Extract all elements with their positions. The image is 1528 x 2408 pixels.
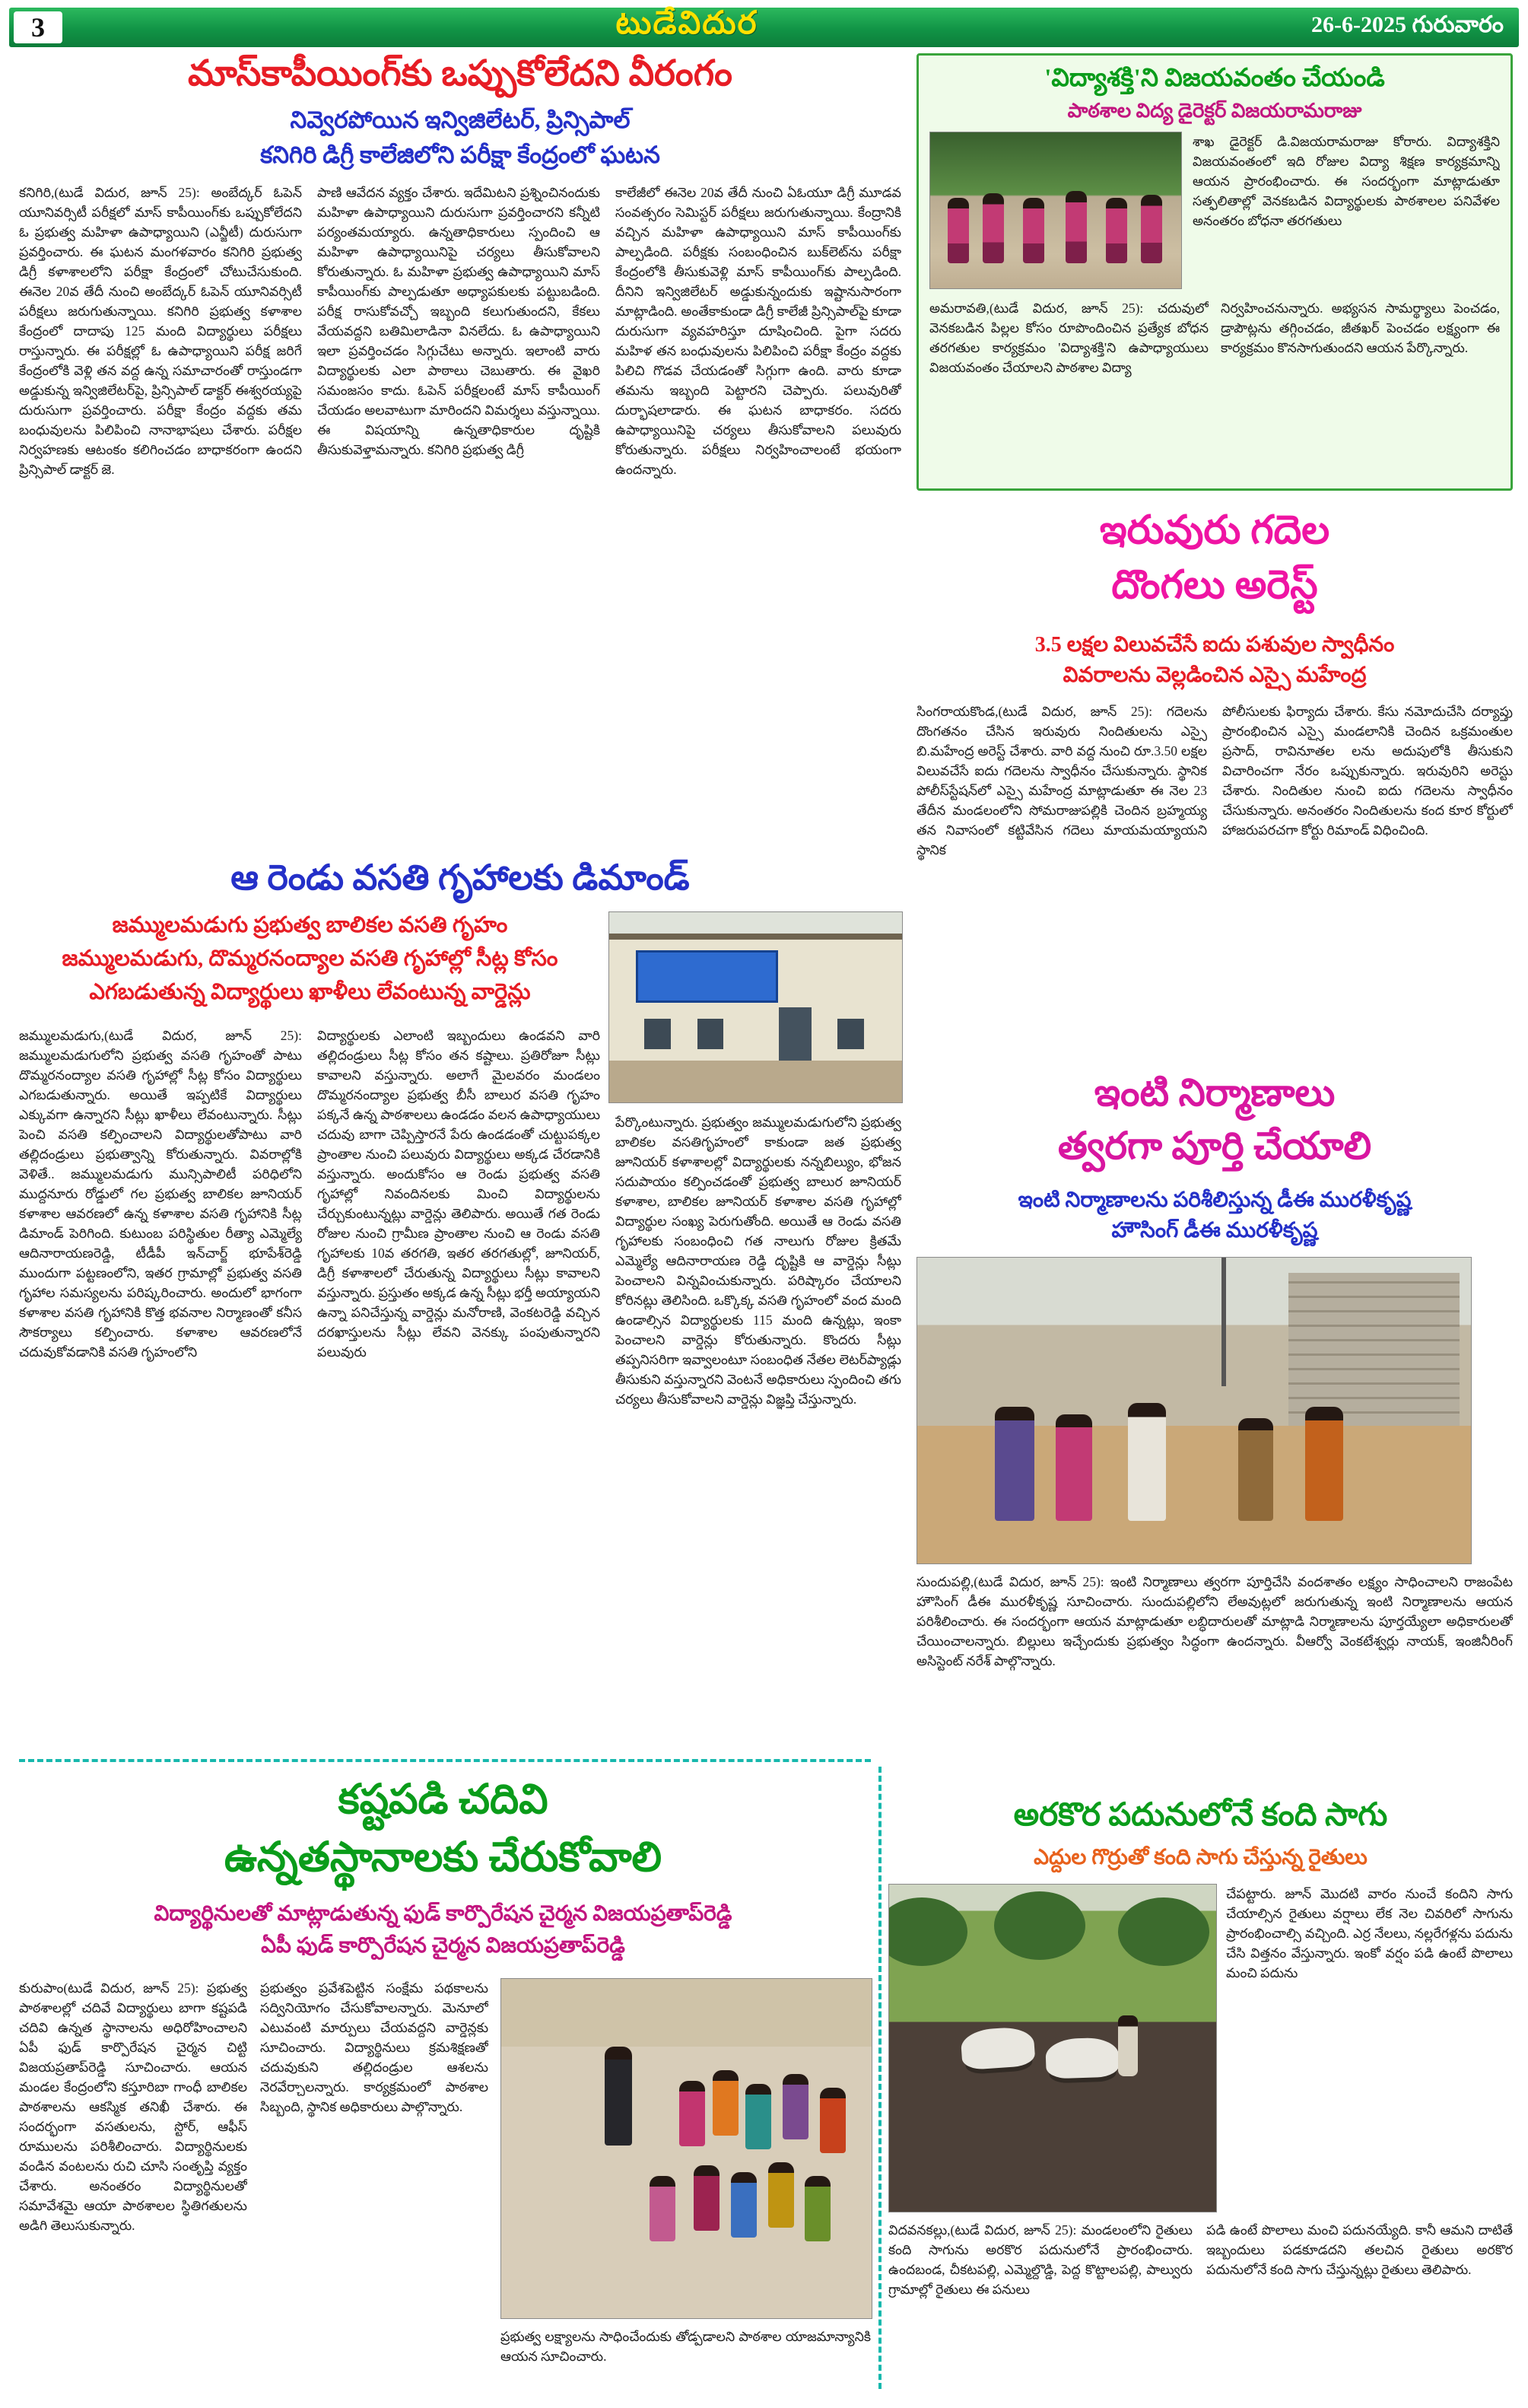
article-masscopy-column-1: కనిగిరి,(టుడే విదుర, జూన్ 25): అంబేద్కర్ ఓపెన్ యూనివర్సిటీ పరీక్షలో మాస్ కాపీయింగ్‌కు ఒప్పుకోలేదని ఓ ప్రభుత్వ మహిళా ఉపాధ్యాయిని (ఎన్జీటీ) దురుసుగా ప్రవర్తించారు. ఈ ఘటన మంగళవారం కనిగిరి ప్రభుత్వ డిగ్రీ కళాశాలలోని పరీక్షా కేంద్రంలో చోటుచేసుకుంది. ఈనెల 20వ తేదీ నుంచి అంబేద్కర్ ఓపెన్ యూనివర్సిటీ పరీక్షలు జరుగుతున్నాయి. కనిగిరి ప్రభుత్వ కళాశాల కేంద్రంలో దాదాపు 125 మంది విద్యార్థులు పరీక్షలు రాస్తున్నారు. ఈ పరీక్షల్లో ఓ ఉపాధ్యాయిని పరీక్ష జరిగే కేంద్రంలోకి వెళ్లి తన వద్ద ఉన్న సమాచారంతో రాస్తుండగా అడ్డుకున్న ఇన్విజిలేటర్‌పై, ప్రిన్సిపాల్ డాక్టర్ ఈశ్వరయ్యపై దురుసుగా ప్రవర్తించారు. పరీక్షా కేంద్రం వద్దకు తమ బంధువులను పిలిపించి నానాభాషలు చేశారు. పరీక్షల నిర్వహణకు ఆటంకం కలిగించడం బాధాకరంగా ఉందని ప్రిన్సిపాల్ డాక్టర్ జె. [19, 185, 302, 477]
article-hostel-subhead-2: జమ్ములమడుగు, దొమ్మరనంద్యాల వసతి గృహాల్లో సీట్ల కోసం [62, 946, 558, 971]
article-housing-body: సుందుపల్లి,(టుడే విదుర, జూన్ 25): ఇంటి నిర్మాణాలు త్వరగా పూర్తిచేసి వందశాతం లక్ష్యం సాధించాలని రాజంపేట హౌసింగ్ డీఈ మురళీకృష్ణ సూచించారు. సుందుపల్లిలోని లేఅవుట్లలో జరుగుతున్న ఇంటి నిర్మాణాలను ఆయన పరిశీలించారు. ఈ సందర్భంగా ఆయన మాట్లాడుతూ లబ్ధిదారులతో మాట్లాడి నిర్మాణాలను పూర్తయ్యేలా అధికారులతో చేయించాలన్నారు. బిల్లులు ఇచ్చేందుకు ప్రభుత్వం సిద్ధంగా ఉందన్నారు. వీఆర్వో వెంకటేశ్వర్లు నాయక్, ఇంజినీరింగ్ అసిస్టెంట్ నరేశ్ పాల్గొన్నారు. [916, 1574, 1513, 1668]
vidyasakti-headline: 'విద్యాశక్తి'ని విజయవంతం చేయండి [1044, 65, 1385, 92]
vidyasakti-column-2: నిర్వహించనున్నారు. అభ్యసన సామర్థ్యాలు పెంచడం, డ్రాపౌట్లను తగ్గించడం, జీతఖర్ పెంచడం లక్ష్యంగా ఈ కార్యక్రమం కొనసాగుతుందని ఆయన పేర్కొన్నారు. [1221, 300, 1500, 355]
article-theft-column-2: పోలీసులకు ఫిర్యాదు చేశారు. కేసు నమోదుచేసి దర్యాప్తు ప్రారంభించిన ఎస్సై మండలానికి చెందిన ఒక్రమంతుల ప్రసాద్, రావినూతల లను అదుపులోకి తీసుకుని విచారించగా నేరం ఒప్పుకున్నారు. ఇరువురిని అరెస్టు చేశారు. నిందితుల నుంచి ఐదు గదెలను స్వాధీనం చేసుకున్నారు. అనంతరం నిందితులను కంద కూర కోర్టులో హాజరుపరచగా కోర్టు రిమాండ్ విధించింది. [1222, 704, 1513, 838]
photo-house-construction [916, 1257, 1472, 1564]
page-number: 3 [14, 11, 62, 43]
article-housing-headline-1: ఇంటి నిర్మాణాలు [1094, 1071, 1336, 1114]
article-study-column-2: ప్రభుత్వం ప్రవేశపెట్టిన సంక్షేమ పథకాలను సద్వినియోగం చేసుకోవాలన్నారు. మెనూలో ఎటువంటి మార్పులు చేయవద్దని వార్డెన్లకు సూచించారు. విద్యార్థినులు క్రమశిక్షణతో చదువుకుని తల్లిదండ్రుల ఆశలను నెరవేర్చాలన్నారు. కార్యక్రమంలో పాఠశాల సిబ్బంది, స్థానిక అధికారులు పాల్గొన్నారు. [260, 1980, 488, 2114]
article-hostel-column-3: పేర్కొంటున్నారు. ప్రభుత్వం జమ్ములమడుగులోని ప్రభుత్వ బాలికల వసతిగృహంలో కాకుండా జత ప్రభుత్వ జూనియర్ కళాశాలల్లో విద్యార్థులకు నన్నబిల్యుం, భోజన సదుపాయం కల్పించడంతో ప్రభుత్వ బాలుర జూనియర్ కళాశాల, బాలికల జూనియర్ కళాశాల వసతి గృహాల్లో విద్యార్థుల సంఖ్య పెరుగుతోంది. అయితే ఆ రెండు వసతి గృహాలకు సంబంధించి గత నాలుగు రోజుల క్రితమే ఎమ్మెల్యే ఆదినారాయణ రెడ్డి దృష్టికి ఆ వార్డెన్లు సీట్లు పెంచాలని విన్నవించుకున్నారు. పరిష్కారం చేయాలని కోరినట్లు తెలిసింది. ఒక్కొక్క వసతి గృహంలో వంద మంది ఉండాల్సిన విద్యార్థులకు 115 మంది ఉన్నట్లు, ఇంకా పెంచాలని వార్డెన్లు కోరుతున్నారు. కొందరు సీట్లు తప్పనిసరిగా ఇవ్వాలంటూ సంబంధిత నేతల లెటర్‌ప్యాడ్లు తీసుకుని వస్తున్నారని వెంటనే అధికారులు స్పందించి తగు చర్యలు తీసుకోవాలని వార్డెన్లు విజ్ఞప్తి చేస్తున్నారు. [615, 1115, 901, 1407]
article-study-subhead-1: విద్యార్థినులతో మాట్లాడుతున్న ఫుడ్ కార్పొరేషన చైర్మన విజయప్రతాప్‌రెడ్డి [154, 1902, 732, 1926]
article-masscopy-subhead-2: కనిగిరి డిగ్రీ కాలేజిలోని పరీక్షా కేంద్రంలో ఘటన [260, 142, 660, 168]
article-kandi-side-column: చేపట్టారు. జూన్ మొదటి వారం నుంచే కందిని సాగు చేయాల్సిన రైతులు వర్షాలు లేక నెల చివరిలో సాగును ప్రారంభించాల్సి వచ్చింది. ఎర్ర నేలలు, నల్లరేగళ్లను పదును చేసి విత్తనం వేస్తున్నారు. ఇంకో వర్షం పడి ఉంటే పొలాలు మంచి పదును [1226, 1886, 1513, 1980]
article-masscopy-column-2: పాణి ఆవేదన వ్యక్తం చేశారు. ఇదేమిటని ప్రశ్నించినందుకు మహిళా ఉపాధ్యాయిని దురుసుగా ప్రవర్తించారని కన్నీటి పర్యంతమయ్యారు. ఉన్నతాధికారులు స్పందించి ఆ మహిళా ఉపాధ్యాయినిపై చర్యలు తీసుకోవాలని కోరుతున్నారు. ఓ మహిళా ప్రభుత్వ ఉపాధ్యాయిని మాస్ కాపీయింగ్‌కు పాల్పడుతూ అధ్యాపకులకు పట్టుబడింది. పరీక్ష రాసుకోవచ్చో ఇబ్బంది కలుగుతుందని, కేకలు వేయవద్దని బతిమిలాడినా వినలేదు. ఓ ఉపాధ్యాయిని ఇలా ప్రవర్తించడం సిగ్గుచేటు అన్నారు. ఇలాంటి వారు విద్యార్థులకు ఎలా పాఠాలు చెబుతారు. ఈ వైఖరి సమంజసం కాదు. ఓపెన్ పరీక్షలంటే మాస్ కాపీయింగ్ చేయడం అలవాటుగా మారిందని విమర్శలు వస్తున్నాయి. ఈ విషయాన్ని ఉన్నతాధికారుల దృష్టికి తీసుకువెళ్తామన్నారు. కనిగిరి ప్రభుత్వ డిగ్రీ [317, 185, 600, 457]
article-housing-headline-2: త్వరగా పూర్తి చేయాలి [1057, 1124, 1372, 1167]
article-study-bottom-line: ప్రభుత్వ లక్ష్యాలను సాధించేందుకు తోడ్పడాలని పాఠశాల యాజమాన్యానికి ఆయన సూచించారు. [500, 2329, 871, 2364]
article-hostel-subhead-3: ఎగబడుతున్న విద్యార్థులు ఖాళీలు లేవంటున్న వార్డెన్లు [89, 980, 531, 1004]
article-theft-headline-2: దొంగలు అరెస్ట్ [1111, 564, 1318, 607]
article-kandi-column-2: పడి ఉంటే పొలాలు మంచి పదునయ్యేది. కానీ ఆమని దాటితే ఇబ్బందులు పడకూడదని తలచిన రైతులు అరకొర పదునులోనే కంది సాగు చేస్తున్నట్లు రైతులు తెలిపారు. [1206, 2222, 1513, 2277]
photo-schoolgirls [929, 132, 1182, 289]
article-masscopy-subhead-1: నివ్వెరపోయిన ఇన్విజిలేటర్, ప్రిన్సిపాల్ [290, 107, 631, 133]
paper-name: టుడేవిదుర [615, 6, 758, 41]
separator-horizontal [19, 1759, 871, 1762]
vidyasakti-column-1: అమరావతి,(టుడే విదుర, జూన్ 25): చదువులో వెనకబడిన పిల్లల కోసం రూపొందించిన ప్రత్యేక బోధన తరగతుల కార్యక్రమం 'విద్యాశక్తి'ని ఉపాధ్యాయులు విజయవంతం చేయాలని పాఠశాల విద్యా [929, 300, 1209, 375]
masthead [9, 8, 1519, 47]
article-kandi-column-1: విదవనకల్లు,(టుడే విదుర, జూన్ 25): మండలంలోని రైతులు కంది సాగును అరకొర పదునులోనే ప్రారంభించారు. ఉందబండ, చీకటపల్లి, ఎమ్మెల్దొడ్డి, పెద్ద కొట్టాలపల్లి, పాల్వురు గ్రామాల్లో రైతులు ఈ పనులు [888, 2222, 1193, 2297]
vidyasakti-side-text: శాఖ డైరెక్టర్ డి.విజయరామరాజు కోరారు. విద్యాశక్తిని విజయవంతంలో ఇది రోజుల విద్యా శిక్షణ కార్యక్రమాన్ని ఆయన ప్రారంభించారు. ఈ సందర్భంగా మాట్లాడుతూ సత్ఫలితాల్లో వెనకబడిన విద్యార్థులకు పాఠశాలల పనివేళల అనంతరం బోధనా తరగతులు [1193, 133, 1500, 228]
article-theft-subhead-2: వివరాలను వెల్లడించిన ఎస్సై మహేంద్ర [1063, 663, 1367, 687]
article-housing-subhead-2: హౌసింగ్ డీఈ మురళీకృష్ణ [1111, 1219, 1318, 1242]
feature-box-vidyasakti [916, 53, 1513, 491]
article-theft-subhead-1: 3.5 లక్షల విలువచేసే ఐదు పశువుల స్వాధీనం [1034, 633, 1395, 657]
article-hostel-headline: ఆ రెండు వసతి గృహాలకు డిమాండ్ [230, 858, 690, 897]
article-study-column-1: కురుపాం(టుడే విదుర, జూన్ 25): ప్రభుత్వ పాఠశాలల్లో చదివే విద్యార్థులు బాగా కష్టపడి చదివి ఉన్నత స్థానాలను అధిరోహించాలని ఏపీ ఫుడ్ కార్పొరేషన చైర్మన చిట్టి విజయప్రతాప్‌రెడ్డి సూచించారు. ఆయన మండల కేంద్రంలోని కస్తూరిబా గాంధీ బాలికల పాఠశాలను ఆకస్మిక తనిఖీ చేశారు. ఈ సందర్భంగా వసతులను, స్టోర్, ఆఫీస్ రూములను పరిశీలించారు. విద్యార్థినులకు వండిన వంటలను రుచి చూసి సంతృప్తి వ్యక్తం చేశారు. అనంతరం విద్యార్థినులతో సమావేశమై ఆయా పాఠశాలల స్థితిగతులను అడిగి తెలుసుకున్నారు. [19, 1980, 247, 2233]
article-study-headline-2: ఉన్నతస్థానాలకు చేరుకోవాలి [224, 1834, 662, 1880]
separator-vertical [878, 1767, 882, 2389]
article-housing-subhead-1: ఇంటి నిర్మాణాలను పరిశీలిస్తున్న డీఈ మురళీకృష్ణ [1018, 1188, 1412, 1212]
photo-hostel-building [608, 911, 903, 1103]
article-masscopy-headline: మాస్‌కాపీయింగ్‌కు ఒప్పుకోలేదని వీరంగం [188, 54, 732, 94]
article-hostel-column-1: జమ్ములమడుగు,(టుడే విదుర, జూన్ 25): జమ్ములమడుగులోని ప్రభుత్వ వసతి గృహంతో పాటు దొమ్మరనంద్యాల వసతి గృహాల్లో సీట్ల కోసం విద్యార్థులు ఎగబడుతున్నారు. అయితే ఇప్పటికే విద్యార్థులు ఎక్కువగా ఉన్నారని సీట్లు ఖాళీలు లేవంటున్నారు. సీట్లు పెంచి వసతి కల్పించాలని విద్యార్థులతోపాటు వారి తల్లిదండ్రులు ప్రభుత్వాన్ని కోరుతున్నారు. వివరాల్లోకి వెళితే.. జమ్ములమడుగు మున్సిపాలిటీ పరిధిలోని ముద్దనూరు రోడ్డులో గల ప్రభుత్వ బాలికల జూనియర్ కళాశాల ఆవరణలో ఉన్న కళాశాల వసతి గృహానికి సీట్ల డిమాండ్ పెరిగింది. కుటుంబ పరిస్థితుల రీత్యా ఎమ్మెల్యే ఆదినారాయణరెడ్డి, టీడీపీ ఇన్‌చార్జ్ భూపేశ్‌రెడ్డి ముందుగా పట్టణంలోని, ఇతర గ్రామాల్లో ప్రభుత్వ వసతి గృహాల సమస్యలను పరిష్కరించారు. అందులో భాగంగా కళాశాల వసతి గృహానికి కొత్త భవనాల నిర్మాణంతో కనీస సౌకర్యాలు కల్పించారు. కళాశాల ఆవరణలోనే చదువుకోవడానికి వసతి గృహంలోని [19, 1028, 302, 1360]
article-theft-headline-1: ఇరువురు గదెల [1099, 509, 1330, 552]
issue-date: 26-6-2025 గురువారం [1311, 11, 1504, 37]
article-theft-column-1: సింగరాయకొండ,(టుడే విదుర, జూన్ 25): గదెలను దొంగతనం చేసిన ఇరువురు నిందితులను ఎస్సై బి.మహేంద్ర అరెస్ట్ చేశారు. వారి వద్ద నుంచి రూ.3.50 లక్షల విలువచేసే ఐదు గదెలను స్వాధీనం చేసుకున్నారు. స్థానిక పోలీస్‌స్టేషన్‌లో ఎస్సై మహేంద్ర మాట్లాడుతూ ఈ నెల 23 తేదీన మండలంలోని సోమరాజుపల్లికి చెందిన బ్రహ్మయ్య తన నివాసంలో కట్టివేసిన గదెలు మాయమయ్యాయని స్థానిక [916, 704, 1207, 857]
article-hostel-subhead-1: జమ్ములమడుగు ప్రభుత్వ బాలికల వసతి గృహం [112, 913, 508, 937]
article-study-headline-1: కష్టపడి చదివి [338, 1777, 548, 1822]
vidyasakti-subhead: పాఠశాల విద్య డైరెక్టర్ విజయరామరాజు [1067, 99, 1362, 122]
article-hostel-column-2: విద్యార్థులకు ఎలాంటి ఇబ్బందులు ఉండవని వారి తల్లిదండ్రులు సీట్ల కోసం తన కష్టాలు. ప్రతిరోజూ సీట్లు కావాలని వస్తున్నారు. అలాగే మైలవరం మండలం దొమ్మరనంద్యాల ప్రభుత్వ బీసీ బాలుర వసతి గృహం పక్కనే ఉన్న పాఠశాలలు ఉండడం వలన ఉపాధ్యాయులు చదువు బాగా చెప్పిస్తారనే పేరు ఉండడంతో చుట్టుపక్కల ప్రాంతాల నుంచి పలువురు విద్యార్థులు అక్కడ చేరడానికి వస్తున్నారు. అందుకోసం ఆ రెండు ప్రభుత్వ వసతి గృహాల్లో నివందినలకు మించి విద్యార్థులను చేర్చుకుంటున్నట్లు వార్డెన్లు తెలిపారు. అయితే గత రెండు రోజుల నుంచి గ్రామీణ ప్రాంతాల నుంచి ఆ రెండు వసతి గృహాలకు 10వ తరగతి, ఇతర తరగతుల్లో, జూనియర్, డిగ్రీ కళాశాలలో చేరుతున్న విద్యార్థులు సీట్లు కావాలని వస్తున్నారు. ప్రస్తుతం అక్కడ ఉన్న సీట్లు భర్తీ అయ్యాయని ఉన్నా పనిచేస్తున్న వార్డెన్లు మనోరాణి, వెంకటరెడ్డి వచ్చిన దరఖాస్తులను సీట్లు లేవని వెనక్కు పంపుతున్నారని పలువురు [317, 1028, 600, 1360]
article-kandi-subhead: ఎద్దుల గొర్రుతో కంది సాగు చేస్తున్న రైతులు [1034, 1846, 1368, 1869]
article-study-subhead-2: ఏపీ ఫుడ్ కార్పొరేషన చైర్మన విజయప్రతాప్‌రెడ్డి [261, 1934, 625, 1958]
photo-chairman-with-students [500, 1978, 872, 2319]
photo-oxen-ploughing [888, 1884, 1217, 2212]
article-kandi-headline: అరకొర పదునులోనే కంది సాగు [1013, 1798, 1388, 1833]
article-masscopy-column-3: కాలేజీలో ఈనెల 20వ తేదీ నుంచి ఏఓయూ డిగ్రీ మూడవ సంవత్సరం సెమిస్టర్ పరీక్షలు జరుగుతున్నాయి. కేంద్రానికి వచ్చిన మహిళా ఉపాధ్యాయిని మాస్ కాపీయింగ్‌కు పాల్పడింది. పరీక్షకు సంబంధించిన బుక్‌లెట్‌ను పరీక్షా కేంద్రంలోకి తీసుకువెళ్లి మాస్ కాపీయింగ్‌కు పాల్పడింది. దీనిని ఇన్విజిలేటర్ అడ్డుకున్నందుకు ఇష్టానుసారంగా మాట్లాడింది. అంతేకాకుండా డిగ్రీ కాలేజీ ప్రిన్సిపాల్‌పై కూడా దురుసుగా వ్యవహరిస్తూ దూషించింది. పైగా సదరు మహిళ తన బంధువులను పిలిపించి పరీక్షా కేంద్రం వద్దకు పిలిచి గొడవ చేయడంతో సిగ్గుగా ఉంది. వారు కూడా తమను ఇబ్బంది పెట్టారని చెప్పారు. పలువురితో దుర్భాషలాడారు. ఈ ఘటన బాధాకరం. సదరు ఉపాధ్యాయినిపై చర్యలు తీసుకోవాలని పలువురు కోరుతున్నారు. పరీక్షలు నిర్వహించాలంటే భయంగా ఉందన్నారు. [615, 185, 901, 477]
